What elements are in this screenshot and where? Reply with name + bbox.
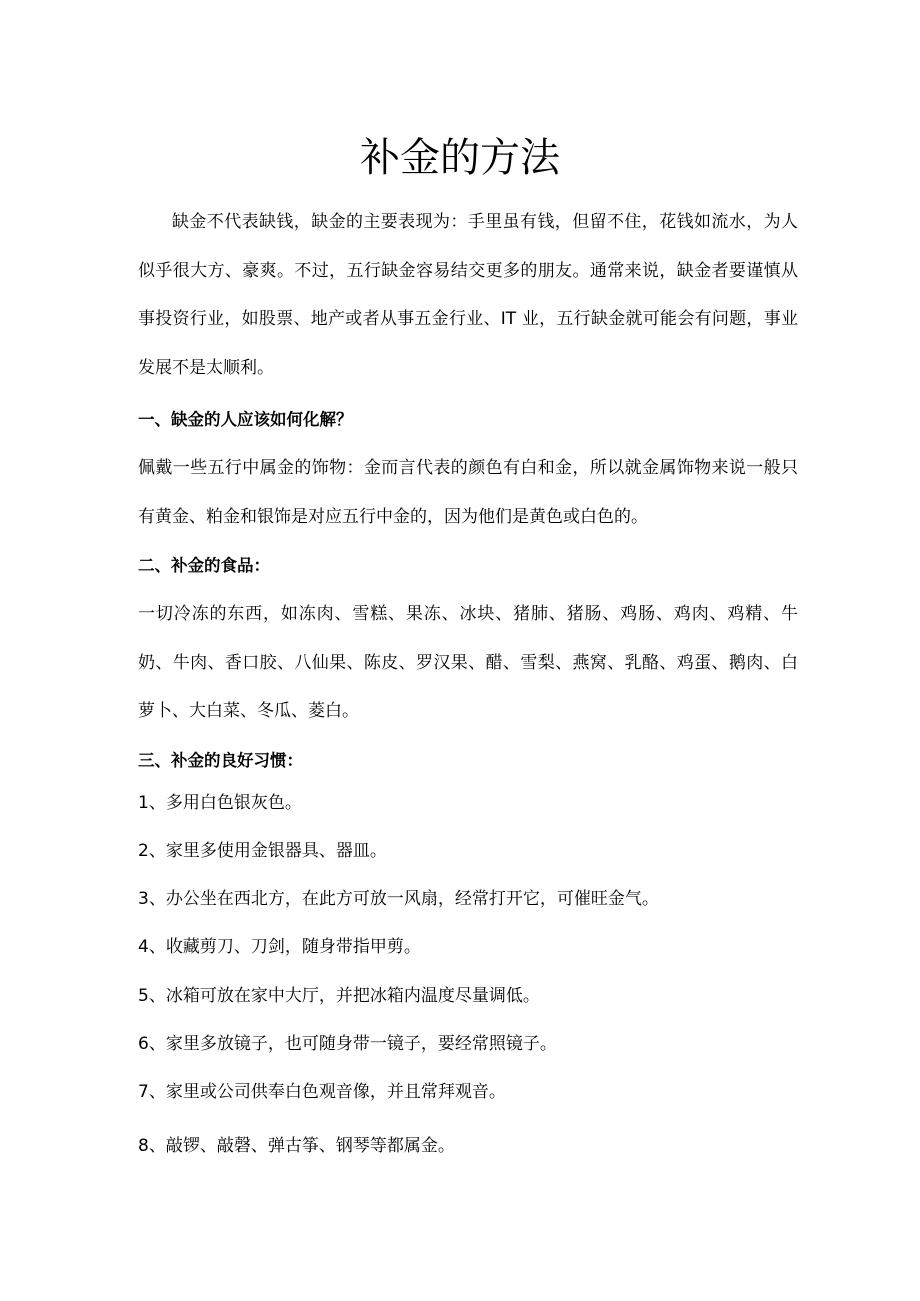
section-body-2: 一切冷冻的东西，如冻肉、雪糕、果冻、冰块、猪肺、猪肠、鸡肠、鸡肉、鸡精、牛奶、牛肉、香口胶、八仙果、陈皮、罗汉果、醋、雪梨、燕窝、乳酪、鸡蛋、鹅肉、白萝卜、大白菜、冬瓜、菱白。	[138, 604, 798, 721]
list-item: 5、冰箱可放在家中大厅，并把冰箱内温度尽量调低。	[138, 986, 540, 1006]
list-item: 6、家里多放镜子，也可随身带一镜子，要经常照镜子。	[138, 1034, 557, 1054]
page-title: 补金的方法	[360, 135, 560, 181]
list-item: 2、家里多使用金银器具、器皿。	[138, 841, 387, 861]
list-item: 4、收藏剪刀、刀剑，随身带指甲剪。	[138, 937, 421, 957]
list-item: 8、敲锣、敲磬、弹古筝、钢琴等都属金。	[138, 1136, 455, 1156]
section-heading-3: 三、补金的良好习惯：	[138, 751, 303, 770]
list-item: 3、办公坐在西北方，在此方可放一风扇，经常打开它，可催旺金气。	[138, 889, 659, 909]
section-heading-1: 一、缺金的人应该如何化解？	[138, 410, 353, 429]
section-heading-2: 二、补金的食品：	[138, 556, 270, 575]
section-body-1: 佩戴一些五行中属金的饰物：金而言代表的颜色有白和金，所以就金属饰物来说一般只有黄金、粕金和银饰是对应五行中金的，因为他们是黄色或白色的。	[138, 458, 798, 527]
list-item: 7、家里或公司供奉白色观音像，并且常拜观音。	[138, 1082, 506, 1102]
intro-paragraph: 缺金不代表缺钱，缺金的主要表现为：手里虽有钱，但留不住，花钱如流水，为人似乎很大方、豪爽。不过，五行缺金容易结交更多的朋友。通常来说，缺金者要谨慎从事投资行业，如股票、地产或者从事五金行业、IT 业，五行缺金就可能会有问题，事业发展不是太顺利。	[138, 212, 798, 378]
list-item: 1、多用白色银灰色。	[138, 793, 302, 813]
